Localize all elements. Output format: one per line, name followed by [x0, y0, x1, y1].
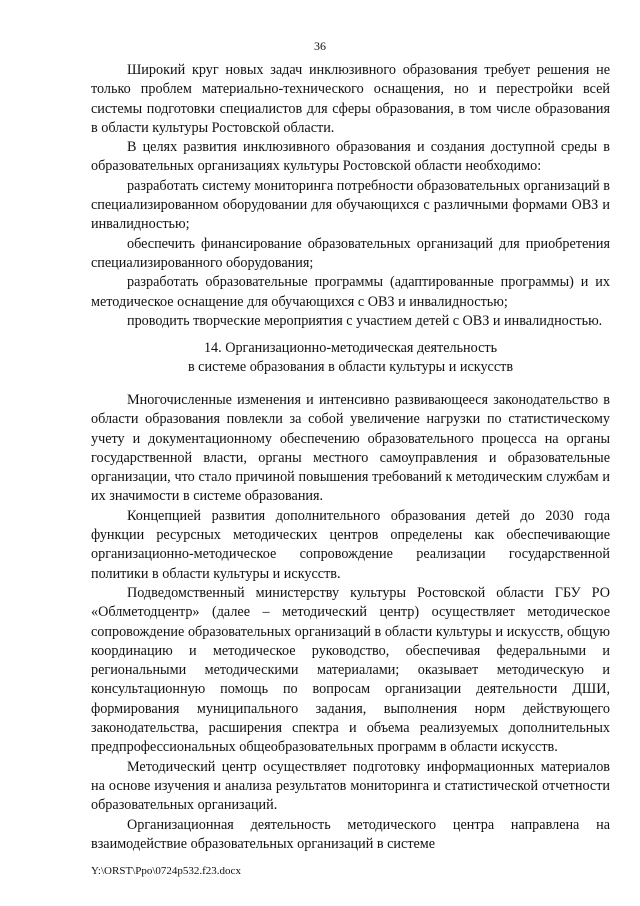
paragraph: проводить творческие мероприятия с участием детей с ОВЗ и инвалидностью. — [127, 312, 603, 329]
paragraph: Подведомственный министерству культуры Ростовской области ГБУ РО «Облметодцентр» (далее – методический центр) осуществляет методическое сопровождение образовательных организаций в области культуры и искусств, общую координацию и методическое руководство, обеспечивая федеральными и региональными методическими материалами; оказывает методическую и консультационную помощь по вопросам организации деятельности ДШИ, формирования муниципального задания, выполнения норм действующего законодательства, расширения спектра и объема реализуемых дополнительных предпрофессиональных общеобразовательных программ в области искусств. — [91, 584, 610, 756]
paragraph: разработать образовательные программы (адаптированные программы) и их методическое оснащение для обучающихся с ОВЗ и инвалидностью; — [91, 274, 610, 310]
paragraph: В целях развития инклюзивного образования и создания доступной среды в образовательных организациях культуры Ростовской области необходимо: — [91, 139, 610, 175]
paragraph: обеспечить финансирование образовательных организаций для приобретения специализированного оборудования; — [91, 235, 610, 271]
text-block-bottom — [91, 391, 610, 854]
section-heading-line2: в системе образования в области культуры и искусств — [187, 359, 514, 376]
paragraph: Организационная деятельность методического центра направлена на взаимодействие образовательных организаций в системе — [91, 816, 610, 852]
paragraph: Многочисленные изменения и интенсивно развивающееся законодательство в области образования повлекли за собой увеличение нагрузки по статистическому учету и документационному обеспечению образовательного процесса на органы государственной власти, органы местного самоуправления и образовательные организации, что стало причиной повышения требований к методическим службам и их значимости в системе образования. — [91, 392, 610, 505]
paragraph: разработать систему мониторинга потребности образовательных организаций в специализированном оборудовании для обучающихся с различными формами ОВЗ и инвалидностью; — [91, 177, 610, 233]
section-heading — [91, 339, 610, 378]
paragraph: Концепцией развития дополнительного образования детей до 2030 года функции ресурсных методических центров определены как обеспечивающие организационно-методическое сопровождение реализации государственной политики в области культуры и искусств. — [91, 507, 610, 582]
page-number: 36 — [314, 39, 326, 53]
file-path-footer: Y:\ORST\Ppo\0724p532.f23.docx — [91, 865, 241, 877]
section-heading-line1: 14. Организационно-методическая деятельность — [203, 340, 498, 356]
text-block-top — [91, 61, 610, 331]
paragraph: Широкий круг новых задач инклюзивного образования требует решения не только проблем материально-технического оснащения, но и перестройки всей системы подготовки специалистов для сферы образования, в том числе образования в области культуры Ростовской области. — [91, 62, 610, 136]
paragraph: Методический центр осуществляет подготовку информационных материалов на основе изучения и анализа результатов мониторинга и статистической отчетности образовательных организаций. — [91, 758, 610, 814]
